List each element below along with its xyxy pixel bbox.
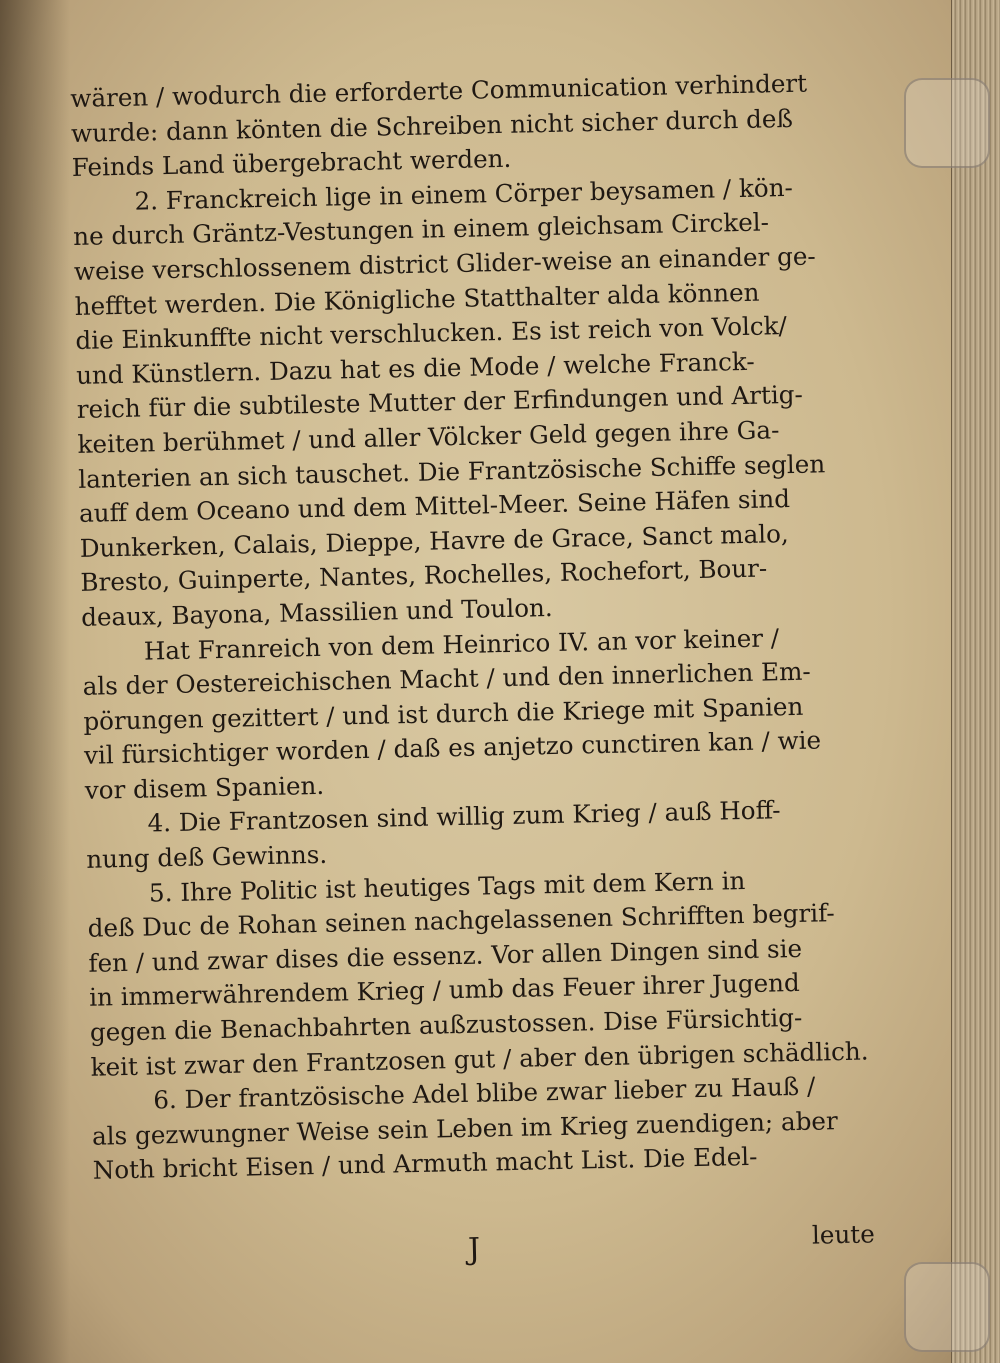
text-line: als der Oestereichischen Macht / und den innerlichen Em- bbox=[82, 656, 811, 701]
text-line: keit ist zwar den Frantzosen gut / aber den übrigen schädlich. bbox=[90, 1036, 869, 1082]
text-line: 6. Der frantzösische Adel blibe zwar lieber zu Hauß / bbox=[153, 1071, 816, 1115]
text-line: in immerwährendem Krieg / umb das Feuer ihrer Jugend bbox=[88, 968, 801, 1013]
text-line: Noth bricht Eisen / und Armuth macht List. Die Edel- bbox=[92, 1142, 758, 1186]
body-text bbox=[70, 65, 903, 1189]
text-line: wären / wodurch die erforderte Communication verhindert bbox=[70, 68, 808, 113]
text-line: 4. Die Frantzosen sind willig zum Krieg / auß Hoff- bbox=[147, 795, 781, 839]
text-line: weise verschlossenem district Glider-weise an einander ge- bbox=[73, 241, 816, 286]
binding-shadow bbox=[0, 0, 70, 1363]
text-line: deß Duc de Rohan seinen nachgelassenen Schrifften begrif- bbox=[87, 898, 835, 944]
text-line: hefftet werden. Die Königliche Statthalter alda können bbox=[74, 277, 760, 321]
text-line: die Einkunffte nicht verschlucken. Es ist reich von Volck/ bbox=[75, 311, 788, 356]
text-line: ne durch Gräntz-Vestungen in einem gleichsam Circkel- bbox=[72, 207, 770, 252]
page-tab-bottom bbox=[904, 1262, 990, 1352]
text-line: deaux, Bayona, Massilien und Toulon. bbox=[80, 592, 553, 632]
text-line: auff dem Oceano und dem Mittel-Meer. Seine Häfen sind bbox=[78, 484, 791, 529]
text-line: lanterien an sich tauschet. Die Frantzösische Schiffe seglen bbox=[78, 448, 826, 494]
text-line: Dunkerken, Calais, Dieppe, Havre de Grace, Sanct malo, bbox=[79, 518, 789, 563]
text-line: wurde: dann könten die Schreiben nicht sicher durch deß bbox=[70, 103, 794, 148]
text-line: Feinds Land übergebracht werden. bbox=[71, 143, 512, 183]
text-line: und Künstlern. Dazu hat es die Mode / welche Franck- bbox=[75, 346, 755, 390]
catchword: leute bbox=[811, 1219, 875, 1250]
text-line: nung deß Gewinns. bbox=[85, 839, 328, 874]
text-line: vor disem Spanien. bbox=[84, 770, 325, 805]
text-line: reich für die subtileste Mutter der Erfindungen und Artig- bbox=[76, 380, 804, 425]
text-line: fen / und zwar dises die essenz. Vor allen Dingen sind sie bbox=[88, 933, 803, 978]
text-line: vil fürsichtiger worden / daß es anjetzo cunctiren kan / wie bbox=[83, 725, 822, 771]
text-line: keiten berühmet / und aller Völcker Geld gegen ihre Ga- bbox=[77, 415, 780, 459]
text-line: Hat Franreich von dem Heinrico IV. an vor keiner / bbox=[143, 622, 780, 666]
text-line: als gezwungner Weise sein Leben im Krieg zuendigen; aber bbox=[91, 1105, 838, 1151]
text-line: Bresto, Guinperte, Nantes, Rochelles, Rochefort, Bour- bbox=[80, 553, 768, 598]
text-line: 5. Ihre Politic ist heutiges Tags mit dem Kern in bbox=[148, 865, 746, 908]
page-edges bbox=[951, 0, 1000, 1363]
text-line: gegen die Benachbahrten außzustossen. Dise Fürsichtig- bbox=[89, 1002, 803, 1047]
text-line: pörungen gezittert / und ist durch die Kriege mit Spanien bbox=[83, 691, 804, 736]
signature-mark: J bbox=[467, 1231, 481, 1268]
text-line: 2. Franckreich lige in einem Cörper beysamen / kön- bbox=[134, 172, 794, 216]
page-tab-top bbox=[904, 78, 990, 168]
